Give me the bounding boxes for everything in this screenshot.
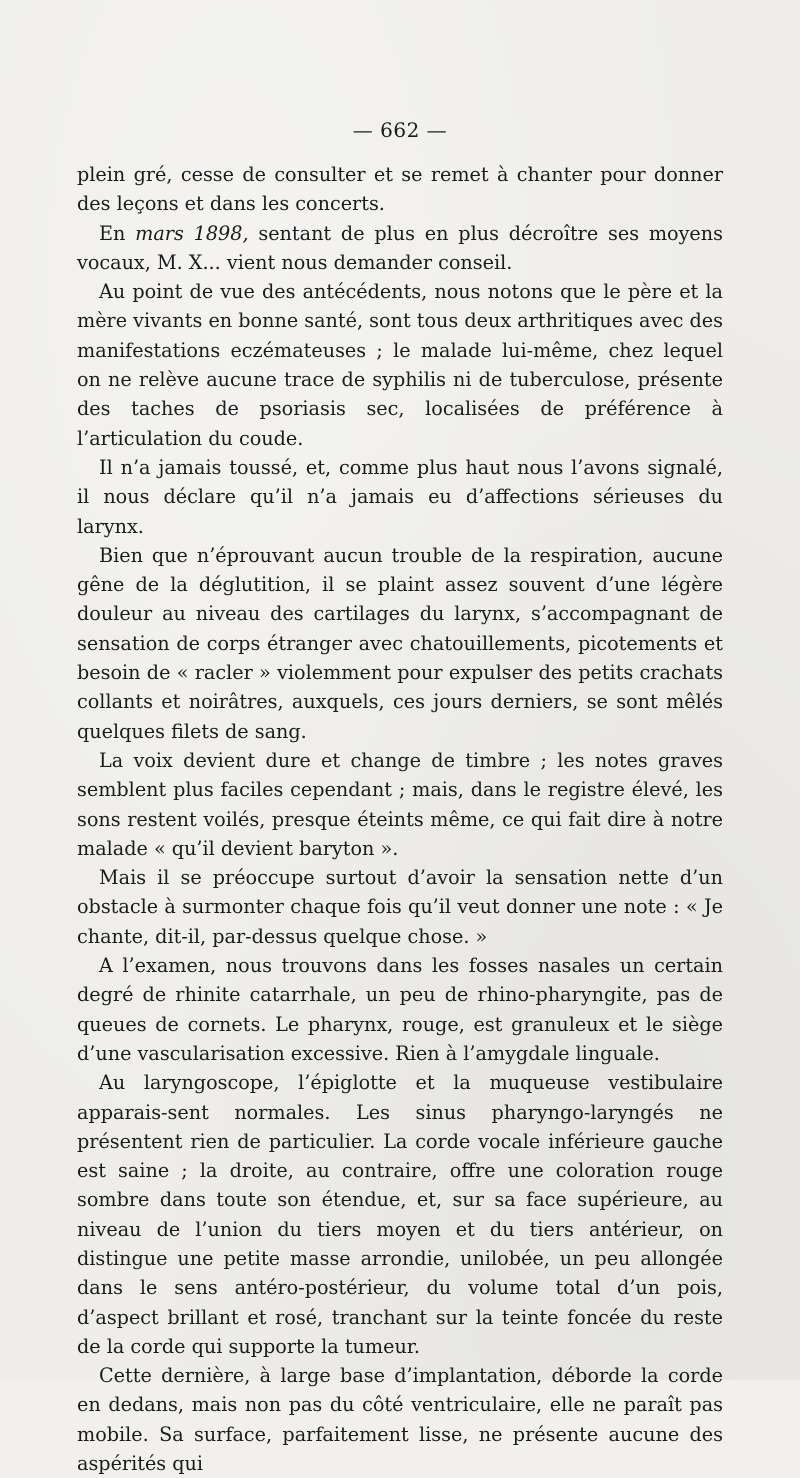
paragraph-8: A l’examen, nous trouvons dans les fosses nasales un certain degré de rhinite catarrhale, un peu de rhino-pharyngite, pas de queues de cornets. Le pharynx, rouge, est granuleux et le siège d’une vascularisation excessive. Rien à l’amygdale linguale. bbox=[77, 954, 723, 1065]
paragraph-2 bbox=[77, 219, 723, 278]
paragraph-6: La voix devient dure et change de timbre ; les notes graves semblent plus faciles cependant ; mais, dans le registre élevé, les sons restent voilés, presque éteints même, ce qui fait dire à notre malade « qu’il devient baryton ». bbox=[77, 748, 723, 860]
paragraph-10: Cette dernière, à large base d’implantation, déborde la corde en dedans, mais non pas du côté ventriculaire, elle ne paraît pas mobile. Sa surface, parfaitement lisse, ne présente aucune des aspérités qui bbox=[77, 1364, 723, 1476]
body-text bbox=[77, 160, 723, 1478]
paragraph-3: Au point de vue des antécédents, nous notons que le père et la mère vivants en bonne santé, sont tous deux arthritiques avec des manifestations eczémateuses ; le malade lui-même, chez lequel on ne relève aucune trace de syphilis ni de tuberculose, présente des taches de psoriasis sec, localisées de préférence à l’articulation du coude. bbox=[77, 280, 723, 450]
page-number: — 662 — bbox=[352, 118, 448, 142]
paragraph-2-rest: sentant de plus en plus décroître ses moyens vocaux, M. X... vient nous demander conseil. bbox=[77, 221, 723, 274]
paragraph-5: Bien que n’éprouvant aucun trouble de la respiration, aucune gêne de la déglutition, il se plaint assez souvent d’une légère douleur au niveau des cartilages du larynx, s’accompagnant de sensation de corps étranger avec chatouillements, picotements et besoin de « racler » violemment pour expulser des petits crachats collants et noirâtres, auxquels, ces jours derniers, se sont mêlés quelques filets de sang. bbox=[77, 543, 723, 743]
paragraph-1: plein gré, cesse de consulter et se remet à chanter pour donner des leçons et dans les concerts. bbox=[77, 163, 723, 216]
paragraph-4: Il n’a jamais toussé, et, comme plus haut nous l’avons signalé, il nous déclare qu’il n’a jamais eu d’affections sérieuses du larynx. bbox=[77, 455, 723, 538]
paragraph-7: Mais il se préoccupe surtout d’avoir la sensation nette d’un obstacle à surmonter chaque fois qu’il veut donner une note : « Je chante, dit-il, par-dessus quelque chose. » bbox=[77, 866, 723, 948]
paragraph-9: Au laryngoscope, l’épiglotte et la muqueuse vestibulaire apparais-sent normales. Les sinus pharyngo-laryngés ne présentent rien de particulier. La corde vocale inférieure gauche est saine ; la droite, au contraire, offre une coloration rouge sombre dans toute son étendue, et, sur sa face supérieure, au niveau de l’union du tiers moyen et du tiers antérieur, on distingue une petite masse arrondie, unilobée, un peu allongée dans le sens antéro-postérieur, du volume total d’un pois, d’aspect brillant et rosé, tranchant sur la teinte foncée du reste de la corde qui supporte la tumeur. bbox=[77, 1071, 723, 1358]
paragraph-2-start: En bbox=[99, 221, 136, 245]
paragraph-2-date: mars 1898, bbox=[135, 221, 249, 245]
